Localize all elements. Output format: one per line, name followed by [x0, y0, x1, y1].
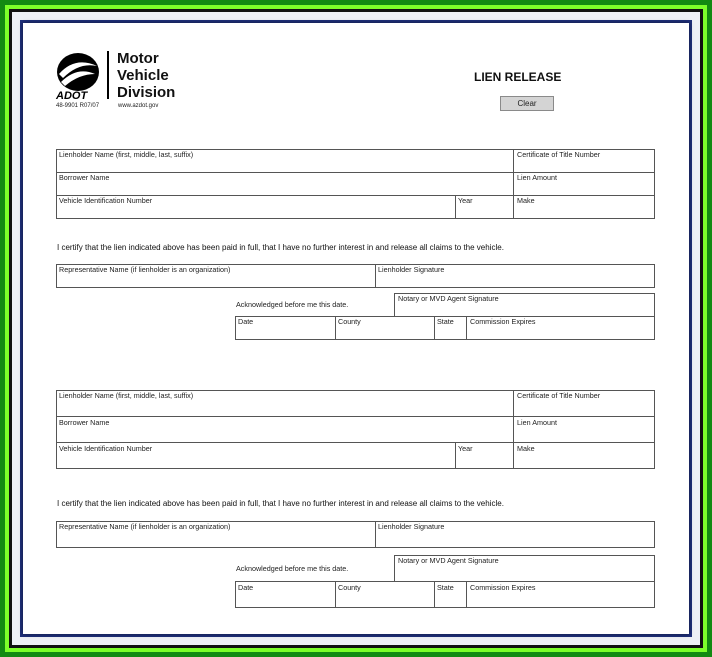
- acknowledged-text: Acknowledged before me this date.: [236, 564, 349, 573]
- lienholder-signature-label: Lienholder Signature: [378, 265, 445, 274]
- borrower-name-label: Borrower Name: [59, 418, 110, 427]
- adot-logo-icon: [55, 52, 101, 94]
- vin-label: Vehicle Identification Number: [59, 444, 153, 453]
- org-line-3: Division: [117, 84, 176, 101]
- logo-text: ADOT: [56, 90, 88, 102]
- county-label: County: [338, 317, 361, 326]
- county-label: County: [338, 583, 361, 592]
- representative-name-label: Representative Name (if lienholder is an organization): [59, 522, 231, 531]
- borrower-name-field-2[interactable]: [56, 416, 514, 443]
- org-line-2: Vehicle: [117, 67, 169, 84]
- lien-amount-label: Lien Amount: [517, 173, 557, 182]
- org-line-1: Motor: [117, 50, 159, 67]
- lienholder-signature-label: Lienholder Signature: [378, 522, 445, 531]
- date-label: Date: [238, 583, 254, 592]
- certify-statement: I certify that the lien indicated above has been paid in full, that I have no further interest in and release all claims to the vehicle.: [57, 243, 504, 252]
- website: www.azdot.gov: [118, 103, 159, 109]
- acknowledged-text: Acknowledged before me this date.: [236, 300, 349, 309]
- logo-divider: [107, 51, 109, 99]
- date-label: Date: [238, 317, 254, 326]
- lienholder-name-label: Lienholder Name (first, middle, last, suffix): [59, 150, 194, 159]
- borrower-name-field-1[interactable]: [56, 172, 514, 196]
- certify-statement: I certify that the lien indicated above has been paid in full, that I have no further interest in and release all claims to the vehicle.: [57, 499, 504, 508]
- state-label: State: [437, 583, 454, 592]
- representative-name-label: Representative Name (if lienholder is an organization): [59, 265, 231, 274]
- year-label: Year: [458, 444, 473, 453]
- borrower-name-label: Borrower Name: [59, 173, 110, 182]
- commission-expires-label: Commission Expires: [470, 583, 536, 592]
- title-number-label: Certificate of Title Number: [517, 150, 601, 159]
- make-label: Make: [517, 444, 535, 453]
- year-label: Year: [458, 196, 473, 205]
- clear-button[interactable]: Clear: [500, 96, 554, 111]
- lien-amount-label: Lien Amount: [517, 418, 557, 427]
- notary-signature-label: Notary or MVD Agent Signature: [398, 294, 499, 303]
- form-number: 48-9901 R07/07: [56, 103, 100, 109]
- title-number-label: Certificate of Title Number: [517, 391, 601, 400]
- state-label: State: [437, 317, 454, 326]
- notary-signature-label: Notary or MVD Agent Signature: [398, 556, 499, 565]
- make-label: Make: [517, 196, 535, 205]
- commission-expires-label: Commission Expires: [470, 317, 536, 326]
- page-title: LIEN RELEASE: [474, 70, 562, 84]
- lienholder-name-label: Lienholder Name (first, middle, last, suffix): [59, 391, 194, 400]
- vin-label: Vehicle Identification Number: [59, 196, 153, 205]
